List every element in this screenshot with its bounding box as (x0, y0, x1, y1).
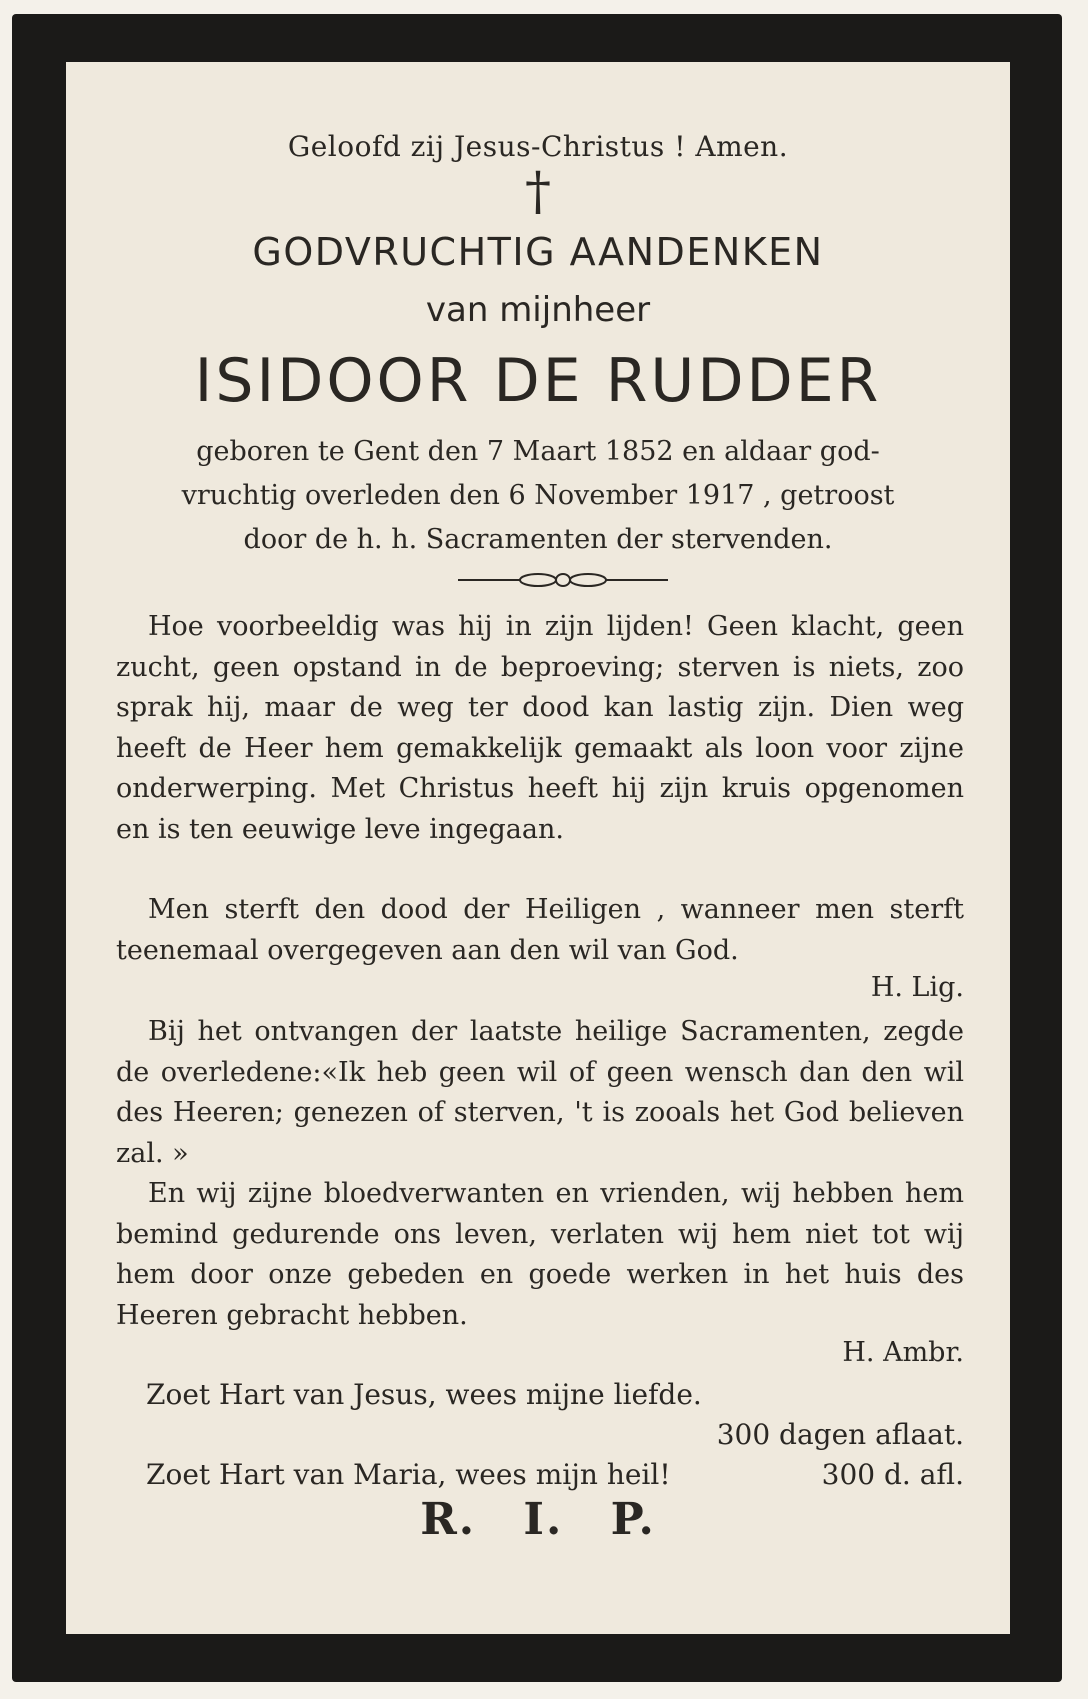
source-1: H. Lig. (870, 972, 964, 1003)
ornament-divider (458, 568, 668, 592)
of-sir-text: van mijnheer (425, 290, 651, 330)
invocation-text: Geloofd zij Jesus-Christus ! Amen. (287, 130, 789, 163)
indulgence-1: 300 dagen aflaat. (716, 1418, 964, 1451)
cross-icon: † (525, 162, 551, 222)
paragraph-4: En wij zijne bloedverwanten en vrienden, wij hebben hem bemind gedurende ons leven, verlaten wij hem niet tot wij hem door onze gebeden en goede werken in het huis des Heeren gebracht hebben. (116, 1178, 964, 1331)
birth-line-2: vruchtig overleden den 6 November 1917 , getroost (181, 480, 895, 511)
memorial-card (12, 14, 1062, 1682)
indulgence-2: 300 d. afl. (821, 1458, 964, 1491)
deceased-name: ISIDOOR DE RUDDER (194, 346, 882, 416)
rip-closing: R. I. P. (420, 1494, 656, 1545)
prayer-1: Zoet Hart van Jesus, wees mijne liefde. (146, 1378, 702, 1411)
birth-line-3: door de h. h. Sacramenten der stervenden. (243, 524, 833, 555)
paragraph-1: Hoe voorbeeldig was hij in zijn lijden! Geen klacht, geen zucht, geen opstand in de beproeving; sterven is niets, zoo sprak hij, maar de weg ter dood kan lastig zijn. Dien weg heeft de Heer hem gemakkelijk gemaakt als loon voor zijne onderwerping. Met Christus heeft hij zijn kruis opgenomen en is ten eeuwige leve ingegaan. (116, 611, 964, 845)
card-heading: GODVRUCHTIG AANDENKEN (252, 230, 824, 274)
birth-line-1: geboren te Gent den 7 Maart 1852 en aldaar god- (196, 436, 880, 467)
source-2: H. Ambr. (842, 1337, 964, 1368)
paragraph-3: Bij het ontvangen der laatste heilige Sacramenten, zegde de overledene:«Ik heb geen wil of geen wensch dan den wil des Heeren; genezen of sterven, 't is zooals het God believen zal. » (116, 1016, 964, 1169)
prayer-2: Zoet Hart van Maria, wees mijn heil! (146, 1458, 671, 1491)
paragraph-2: Men sterft den dood der Heiligen , wanneer men sterft teenemaal overgegeven aan den wil van God. (116, 894, 964, 966)
card-paper (66, 62, 1010, 1634)
